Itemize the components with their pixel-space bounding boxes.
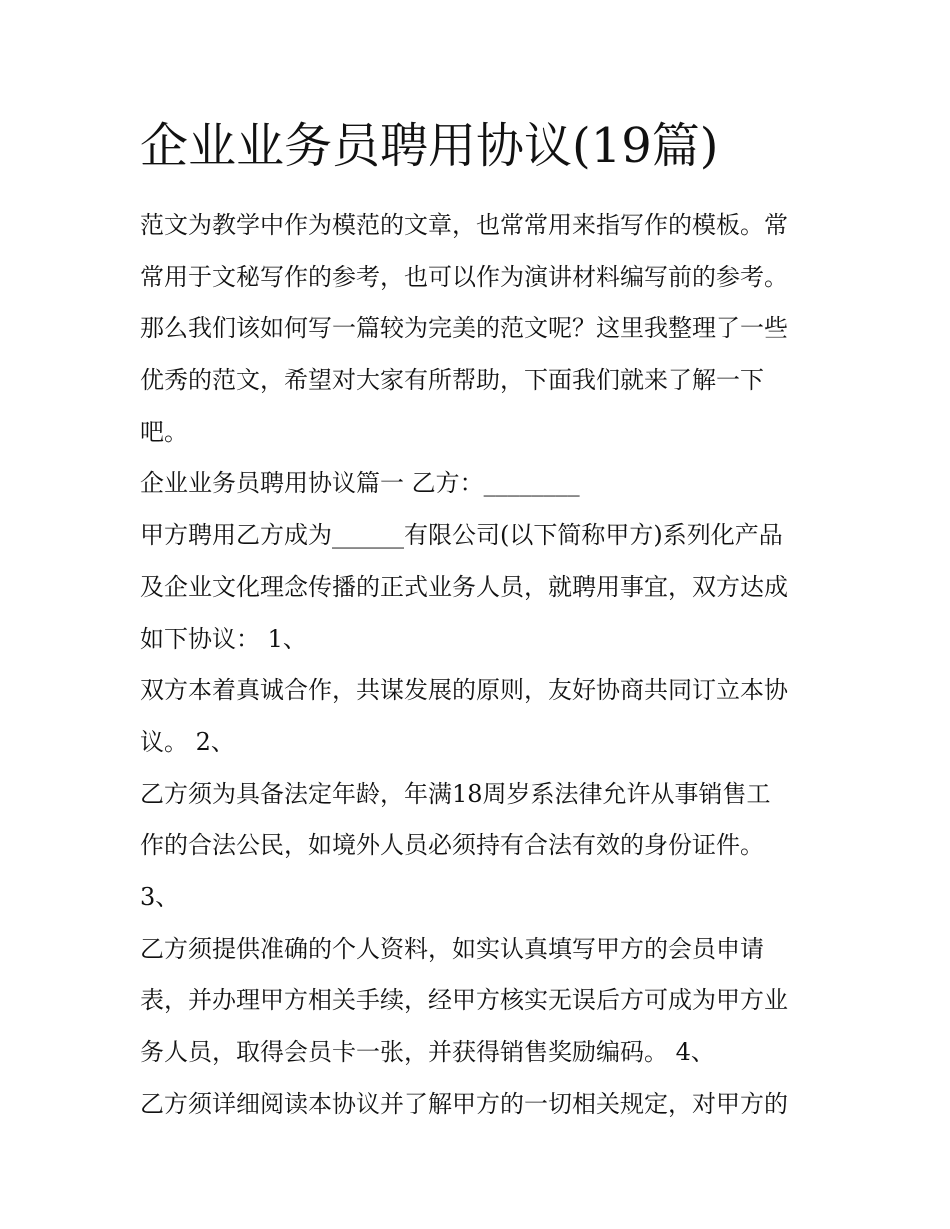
- text-line: 表，并办理甲方相关手续，经甲方核实无误后方可成为甲方业: [140, 986, 788, 1015]
- text-line: 企业业务员聘用协议篇一 乙方：________: [140, 469, 580, 498]
- text-line: 乙方须详细阅读本协议并了解甲方的一切相关规定，对甲方的: [140, 1089, 788, 1118]
- text-line: 吧。: [140, 417, 188, 446]
- text-line: 乙方须为具备法定年龄，年满18周岁系法律允许从事销售工: [140, 779, 771, 808]
- text-line: 那么我们该如何写一篇较为完美的范文呢？这里我整理了一些: [140, 314, 788, 343]
- text-line: 如下协议： 1、: [140, 624, 307, 653]
- document-body: [140, 200, 820, 1130]
- text-line: 双方本着真诚合作，共谋发展的原则，友好协商共同订立本协: [140, 676, 788, 705]
- text-line: 作的合法公民，如境外人员必须持有合法有效的身份证件。: [140, 831, 764, 860]
- text-line: 优秀的范文，希望对大家有所帮助，下面我们就来了解一下: [140, 366, 764, 395]
- text-line: 范文为教学中作为模范的文章，也常常用来指写作的模板。常: [140, 211, 788, 239]
- document-title: 企业业务员聘用协议(19篇): [140, 118, 719, 174]
- text-line: 常用于文秘写作的参考，也可以作为演讲材料编写前的参考。: [140, 262, 788, 291]
- text-line: 3、: [140, 882, 180, 911]
- text-line: 甲方聘用乙方成为______有限公司(以下简称甲方)系列化产品: [140, 521, 783, 550]
- text-line: 乙方须提供准确的个人资料，如实认真填写甲方的会员申请: [140, 934, 764, 963]
- text-line: 议。 2、: [140, 727, 235, 756]
- text-line: 务人员，取得会员卡一张，并获得销售奖励编码。 4、: [140, 1038, 715, 1066]
- text-line: 及企业文化理念传播的正式业务人员，就聘用事宜，双方达成: [140, 572, 788, 601]
